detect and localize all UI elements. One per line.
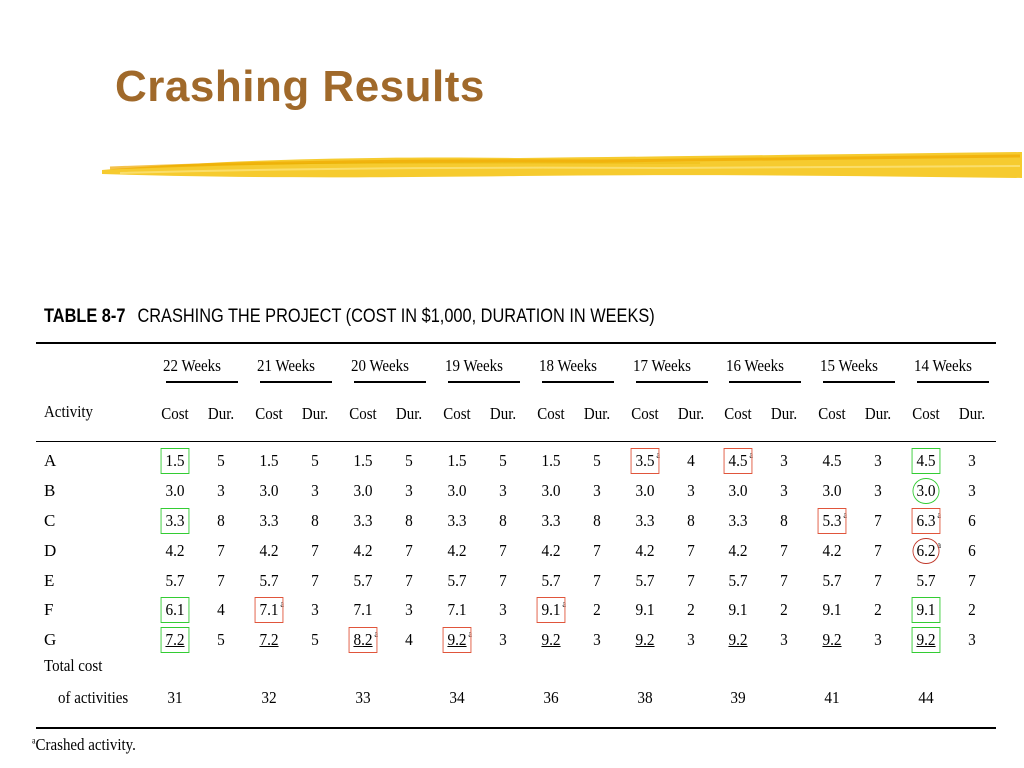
cost-cell: 3.3 — [165, 511, 185, 530]
week-header-1: 22 Weeks — [163, 356, 221, 375]
duration-cell: 3 — [311, 600, 319, 619]
week-header-underline — [636, 381, 708, 383]
duration-cell: 7 — [593, 571, 601, 590]
table-caption-text: CRASHING THE PROJECT (COST IN $1,000, DURATION IN WEEKS) — [137, 306, 655, 327]
total-cost-value: 39 — [730, 688, 746, 707]
footnote-mark: a — [32, 735, 36, 746]
total-cost-value: 33 — [355, 688, 371, 707]
cost-cell: 7.1 — [353, 600, 373, 619]
total-cost-label-line1: Total cost — [44, 656, 103, 675]
cost-cell: 5.7 — [259, 571, 279, 590]
cost-cell: 3.3 — [447, 511, 467, 530]
duration-cell: 5 — [217, 451, 225, 470]
cost-cell: 3.3 — [541, 511, 561, 530]
cost-cell: 1.5 — [541, 451, 561, 470]
cost-cell: 5.3 a — [822, 510, 847, 530]
footnote — [32, 735, 136, 755]
cost-column-header: Cost — [818, 404, 846, 423]
duration-cell: 2 — [780, 600, 788, 619]
duration-cell: 7 — [311, 571, 319, 590]
duration-cell: 3 — [687, 630, 695, 649]
duration-cell: 3 — [405, 481, 413, 500]
week-header-underline — [354, 381, 426, 383]
duration-cell: 8 — [687, 511, 695, 530]
cost-column-header: Cost — [443, 404, 471, 423]
cost-cell: 3.0 — [541, 481, 561, 500]
cost-cell: 9.2 — [822, 630, 842, 649]
cost-cell: 5.7 — [353, 571, 373, 590]
week-header-9: 14 Weeks — [914, 356, 972, 375]
activity-label-d: D — [44, 541, 57, 560]
duration-cell: 3 — [968, 451, 976, 470]
cost-cell: 9.2 — [916, 630, 936, 649]
duration-cell: 3 — [311, 481, 319, 500]
cost-cell: 5.7 — [635, 571, 655, 590]
cost-cell: 9.2 — [635, 630, 655, 649]
cost-cell: 3.0 — [353, 481, 373, 500]
slide-title: Crashing Results — [115, 62, 485, 111]
duration-cell: 6 — [968, 541, 976, 560]
duration-cell: 7 — [780, 541, 788, 560]
duration-cell: 8 — [311, 511, 319, 530]
duration-cell: 7 — [687, 541, 695, 560]
cost-column-header: Cost — [631, 404, 659, 423]
duration-column-header: Dur. — [489, 404, 517, 423]
duration-cell: 3 — [780, 481, 788, 500]
cost-cell: 6.3 a — [916, 510, 941, 530]
duration-cell: 3 — [499, 481, 507, 500]
cost-cell: 1.5 — [447, 451, 467, 470]
duration-column-header: Dur. — [770, 404, 798, 423]
activity-label-g: G — [44, 630, 57, 649]
duration-cell: 5 — [405, 451, 413, 470]
week-header-underline — [542, 381, 614, 383]
duration-cell: 5 — [311, 630, 319, 649]
crashed-mark: a — [749, 450, 753, 460]
week-header-3: 20 Weeks — [351, 356, 409, 375]
cost-cell: 3.0 — [728, 481, 748, 500]
cost-cell: 5.7 — [541, 571, 561, 590]
duration-cell: 6 — [968, 511, 976, 530]
crashed-mark: a — [937, 540, 941, 550]
total-cost-label-line2: of activities — [58, 688, 129, 707]
table-caption — [44, 306, 655, 328]
cost-cell: 4.2 — [728, 541, 748, 560]
duration-cell: 2 — [687, 600, 695, 619]
duration-cell: 3 — [499, 600, 507, 619]
week-header-2: 21 Weeks — [257, 356, 315, 375]
duration-cell: 5 — [499, 451, 507, 470]
duration-cell: 5 — [311, 451, 319, 470]
table-top-rule — [36, 342, 996, 344]
activity-label-b: B — [44, 481, 56, 500]
duration-cell: 8 — [593, 511, 601, 530]
duration-cell: 8 — [217, 511, 225, 530]
week-header-underline — [917, 381, 989, 383]
cost-cell: 3.3 — [259, 511, 279, 530]
duration-column-header: Dur. — [207, 404, 235, 423]
cost-cell: 9.2 — [541, 630, 561, 649]
duration-cell: 2 — [968, 600, 976, 619]
duration-cell: 4 — [687, 451, 695, 470]
duration-cell: 7 — [687, 571, 695, 590]
cost-cell: 3.0 — [259, 481, 279, 500]
duration-cell: 3 — [874, 451, 882, 470]
cost-cell: 3.0 — [447, 481, 467, 500]
cost-cell: 5.7 — [916, 571, 936, 590]
cost-cell: 3.3 — [353, 511, 373, 530]
duration-column-header: Dur. — [301, 404, 329, 423]
duration-cell: 7 — [874, 541, 882, 560]
cost-cell: 3.0 — [635, 481, 655, 500]
activity-header: Activity — [44, 402, 94, 421]
duration-cell: 4 — [405, 630, 413, 649]
total-cost-value: 36 — [543, 688, 559, 707]
activity-label-a: A — [44, 451, 57, 470]
duration-cell: 3 — [687, 481, 695, 500]
week-header-4: 19 Weeks — [445, 356, 503, 375]
cost-cell: 1.5 — [165, 451, 185, 470]
cost-cell: 4.2 — [635, 541, 655, 560]
week-header-underline — [823, 381, 895, 383]
cost-cell: 3.0 — [822, 481, 842, 500]
week-header-7: 16 Weeks — [726, 356, 784, 375]
duration-cell: 2 — [874, 600, 882, 619]
week-header-underline — [166, 381, 238, 383]
crashed-mark: a — [843, 510, 847, 520]
cost-cell: 4.2 — [447, 541, 467, 560]
duration-cell: 7 — [874, 511, 882, 530]
duration-cell: 3 — [593, 630, 601, 649]
cost-cell: 9.1 — [728, 600, 748, 619]
cost-cell: 7.1 — [447, 600, 467, 619]
cost-cell: 9.2 a — [447, 629, 472, 649]
cost-cell: 4.2 — [541, 541, 561, 560]
duration-cell: 3 — [405, 600, 413, 619]
crashed-mark: a — [562, 599, 566, 609]
duration-cell: 7 — [780, 571, 788, 590]
cost-cell: 6.2 a — [916, 540, 941, 560]
total-cost-value: 41 — [824, 688, 840, 707]
cost-cell: 9.1 — [635, 600, 655, 619]
duration-column-header: Dur. — [395, 404, 423, 423]
duration-cell: 7 — [405, 571, 413, 590]
cost-column-header: Cost — [724, 404, 752, 423]
duration-cell: 3 — [780, 451, 788, 470]
activity-label-f: F — [44, 600, 54, 619]
cost-column-header: Cost — [537, 404, 565, 423]
duration-cell: 8 — [499, 511, 507, 530]
cost-column-header: Cost — [255, 404, 283, 423]
duration-column-header: Dur. — [864, 404, 892, 423]
activity-label-c: C — [44, 511, 56, 530]
cost-cell: 7.2 — [165, 630, 185, 649]
duration-cell: 4 — [217, 600, 225, 619]
cost-cell: 5.7 — [447, 571, 467, 590]
table-number: TABLE 8-7 — [44, 306, 126, 327]
cost-cell: 6.1 — [165, 600, 185, 619]
week-header-6: 17 Weeks — [633, 356, 691, 375]
duration-column-header: Dur. — [583, 404, 611, 423]
cost-cell: 4.2 — [353, 541, 373, 560]
crashed-mark: a — [374, 629, 378, 639]
cost-column-header: Cost — [161, 404, 189, 423]
cost-cell: 4.2 — [259, 541, 279, 560]
cost-cell: 4.2 — [165, 541, 185, 560]
total-cost-value: 38 — [637, 688, 653, 707]
cost-cell: 9.2 — [728, 630, 748, 649]
cost-column-header: Cost — [349, 404, 377, 423]
cost-cell: 3.0 — [916, 481, 936, 500]
duration-cell: 2 — [593, 600, 601, 619]
cost-cell: 8.2 a — [353, 629, 378, 649]
duration-cell: 7 — [499, 541, 507, 560]
total-cost-value: 44 — [918, 688, 934, 707]
duration-cell: 7 — [874, 571, 882, 590]
week-header-underline — [448, 381, 520, 383]
total-cost-value: 34 — [449, 688, 465, 707]
table-header-rule — [36, 441, 996, 442]
duration-cell: 3 — [499, 630, 507, 649]
cost-cell: 3.0 — [165, 481, 185, 500]
cost-column-header: Cost — [912, 404, 940, 423]
cost-cell: 9.1 — [822, 600, 842, 619]
duration-cell: 3 — [968, 630, 976, 649]
cost-cell: 4.5 a — [728, 450, 753, 470]
duration-cell: 5 — [593, 451, 601, 470]
week-header-underline — [729, 381, 801, 383]
total-cost-value: 32 — [261, 688, 277, 707]
cost-cell: 5.7 — [728, 571, 748, 590]
duration-cell: 3 — [874, 630, 882, 649]
cost-cell: 1.5 — [353, 451, 373, 470]
cost-cell: 4.5 — [916, 451, 936, 470]
cost-cell: 1.5 — [259, 451, 279, 470]
brush-stroke-decoration — [100, 148, 1024, 188]
duration-cell: 3 — [968, 481, 976, 500]
week-header-underline — [260, 381, 332, 383]
duration-cell: 7 — [311, 541, 319, 560]
duration-cell: 3 — [217, 481, 225, 500]
week-header-8: 15 Weeks — [820, 356, 878, 375]
cost-cell: 7.2 — [259, 630, 279, 649]
duration-cell: 5 — [217, 630, 225, 649]
cost-cell: 5.7 — [822, 571, 842, 590]
cost-cell: 9.1 — [916, 600, 936, 619]
duration-column-header: Dur. — [958, 404, 986, 423]
cost-cell: 5.7 — [165, 571, 185, 590]
total-cost-value: 31 — [167, 688, 183, 707]
crashed-mark: a — [468, 629, 472, 639]
cost-cell: 7.1 a — [259, 599, 284, 619]
activity-label-e: E — [44, 571, 55, 590]
cost-cell: 9.1 a — [541, 599, 566, 619]
duration-cell: 7 — [217, 541, 225, 560]
crashed-mark: a — [280, 599, 284, 609]
cost-cell: 4.2 — [822, 541, 842, 560]
cost-cell: 3.3 — [728, 511, 748, 530]
crashed-mark: a — [656, 450, 660, 460]
duration-cell: 3 — [874, 481, 882, 500]
cost-cell: 4.5 — [822, 451, 842, 470]
duration-cell: 3 — [593, 481, 601, 500]
duration-cell: 7 — [217, 571, 225, 590]
duration-cell: 8 — [780, 511, 788, 530]
duration-column-header: Dur. — [677, 404, 705, 423]
duration-cell: 7 — [593, 541, 601, 560]
duration-cell: 3 — [780, 630, 788, 649]
table-bottom-rule — [36, 727, 996, 729]
duration-cell: 8 — [405, 511, 413, 530]
duration-cell: 7 — [968, 571, 976, 590]
cost-cell: 3.5 a — [635, 450, 660, 470]
cost-cell: 3.3 — [635, 511, 655, 530]
duration-cell: 7 — [499, 571, 507, 590]
duration-cell: 7 — [405, 541, 413, 560]
crashed-mark: a — [937, 510, 941, 520]
week-header-5: 18 Weeks — [539, 356, 597, 375]
footnote-text: Crashed activity. — [35, 735, 136, 754]
